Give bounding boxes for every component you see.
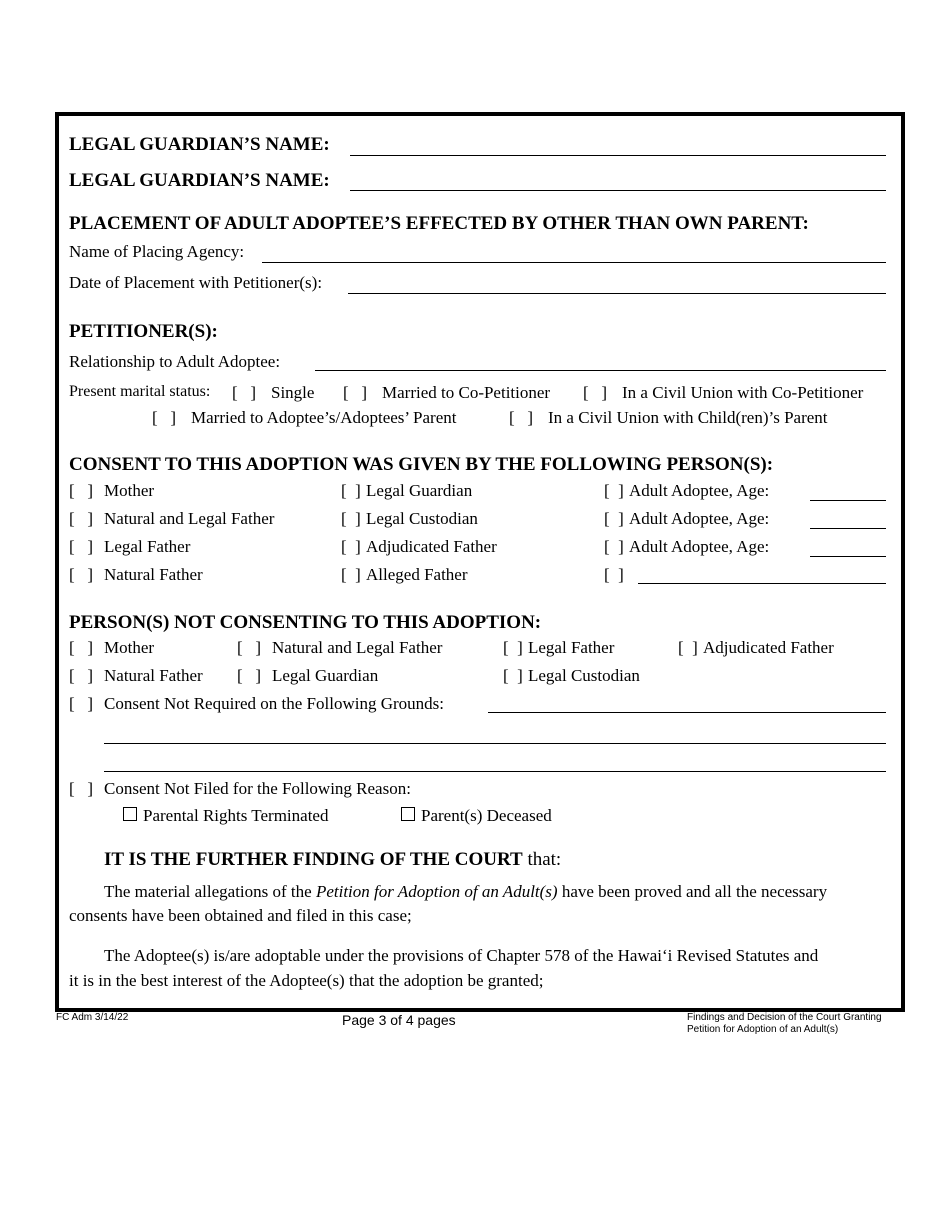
consent-mother-label: Mother — [104, 481, 155, 500]
findings-p1-end: have been proved and all the necessary — [561, 882, 828, 901]
marital-married-copetitioner-checkbox[interactable]: [ ] — [343, 383, 368, 402]
consent-not-filed-label: Consent Not Filed for the Following Reason: — [104, 779, 411, 798]
placing-agency-label: Name of Placing Agency: — [69, 242, 245, 261]
parents-deceased-checkbox[interactable] — [401, 807, 415, 821]
consent-alleged-father-checkbox[interactable]: [ ] — [341, 565, 361, 584]
form-title-line-2: Petition for Adoption of an Adult(s) — [687, 1024, 839, 1035]
consent-not-required-label: Consent Not Required on the Following Grounds: — [104, 694, 444, 713]
consent-natural-father-label: Natural Father — [104, 565, 203, 584]
findings-paragraph-2: The Adoptee(s) is/are adoptable under the provisions of Chapter 578 of the Hawai‘i Revised Statutes and — [104, 946, 819, 965]
petition-title: Petition for Adoption of an Adult(s) — [315, 882, 558, 901]
legal-guardian-field-1[interactable] — [350, 155, 886, 156]
consent-natural-legal-father-label: Natural and Legal Father — [104, 509, 275, 528]
not-consenting-natural-father-label: Natural Father — [104, 666, 203, 685]
placement-date-field[interactable] — [348, 293, 886, 294]
parental-rights-terminated-checkbox[interactable] — [123, 807, 137, 821]
not-consenting-natural-legal-father-checkbox[interactable]: [ ] — [237, 638, 262, 657]
marital-status-label: Present marital status: — [69, 383, 211, 400]
not-consenting-adjudicated-father-label: Adjudicated Father — [703, 638, 834, 657]
consent-legal-guardian-checkbox[interactable]: [ ] — [341, 481, 361, 500]
marital-civil-union-copetitioner-checkbox[interactable]: [ ] — [583, 383, 608, 402]
consent-adult-adoptee-checkbox[interactable]: [ ] — [604, 537, 624, 556]
findings-p1-start: The material allegations of the — [104, 882, 312, 901]
consent-adult-adoptee-age-field[interactable] — [810, 500, 886, 501]
findings-heading-bold: IT IS THE FURTHER FINDING OF THE COURT — [104, 849, 523, 870]
marital-single-checkbox[interactable]: [ ] — [232, 383, 257, 402]
consent-legal-guardian-label: Legal Guardian — [366, 481, 473, 500]
marital-civil-union-copetitioner-label: In a Civil Union with Co-Petitioner — [622, 383, 864, 402]
not-consenting-legal-custodian-label: Legal Custodian — [528, 666, 640, 685]
not-consenting-mother-checkbox[interactable]: [ ] — [69, 638, 94, 657]
consent-adult-adoptee-checkbox[interactable]: [ ] — [604, 481, 624, 500]
marital-civil-union-parent-label: In a Civil Union with Child(ren)’s Parent — [548, 408, 828, 427]
grounds-field-line-3[interactable] — [104, 771, 886, 772]
grounds-field-line-2[interactable] — [104, 743, 886, 744]
form-title-line-1: Findings and Decision of the Court Granting — [687, 1012, 882, 1023]
marital-married-copetitioner-label: Married to Co-Petitioner — [382, 383, 551, 402]
petitioners-heading: PETITIONER(S): — [69, 321, 218, 342]
marital-married-parent-label: Married to Adoptee’s/Adoptees’ Parent — [191, 408, 457, 427]
grounds-field-line-1[interactable] — [488, 712, 886, 713]
consent-adult-adoptee-label: Adult Adoptee, Age: — [629, 481, 770, 500]
consent-other-checkbox[interactable]: [ ] — [604, 565, 624, 584]
legal-guardian-label-1: LEGAL GUARDIAN’S NAME: — [69, 134, 330, 155]
marital-civil-union-parent-checkbox[interactable]: [ ] — [509, 408, 534, 427]
consent-not-required-checkbox[interactable]: [ ] — [69, 694, 94, 713]
consent-adult-adoptee-age-field[interactable] — [810, 528, 886, 529]
consent-heading: CONSENT TO THIS ADOPTION WAS GIVEN BY THE FOLLOWING PERSON(S): — [69, 454, 774, 475]
consent-adult-adoptee-label: Adult Adoptee, Age: — [629, 537, 770, 556]
consent-legal-custodian-label: Legal Custodian — [366, 509, 478, 528]
form-id: FC Adm 3/14/22 — [56, 1012, 129, 1023]
not-consenting-legal-guardian-checkbox[interactable]: [ ] — [237, 666, 262, 685]
consent-legal-father-checkbox[interactable]: [ ] — [69, 537, 94, 556]
relationship-field[interactable] — [315, 370, 886, 371]
consent-adjudicated-father-label: Adjudicated Father — [366, 537, 497, 556]
consent-adjudicated-father-checkbox[interactable]: [ ] — [341, 537, 361, 556]
not-consenting-adjudicated-father-checkbox[interactable]: [ ] — [678, 638, 698, 657]
legal-guardian-label-2: LEGAL GUARDIAN’S NAME: — [69, 170, 330, 191]
relationship-label: Relationship to Adult Adoptee: — [69, 352, 281, 371]
consent-legal-custodian-checkbox[interactable]: [ ] — [341, 509, 361, 528]
consent-natural-father-checkbox[interactable]: [ ] — [69, 565, 94, 584]
not-consenting-natural-legal-father-label: Natural and Legal Father — [272, 638, 443, 657]
consent-adult-adoptee-checkbox[interactable]: [ ] — [604, 509, 624, 528]
consent-alleged-father-label: Alleged Father — [366, 565, 468, 584]
placement-date-label: Date of Placement with Petitioner(s): — [69, 273, 323, 292]
parental-rights-terminated-label: Parental Rights Terminated — [143, 806, 329, 825]
consent-natural-legal-father-checkbox[interactable]: [ ] — [69, 509, 94, 528]
not-consenting-legal-custodian-checkbox[interactable]: [ ] — [503, 666, 523, 685]
not-consenting-legal-father-label: Legal Father — [528, 638, 615, 657]
not-consenting-legal-father-checkbox[interactable]: [ ] — [503, 638, 523, 657]
findings-paragraph-1 — [104, 882, 827, 902]
not-consenting-heading: PERSON(S) NOT CONSENTING TO THIS ADOPTION: — [69, 612, 542, 633]
consent-mother-checkbox[interactable]: [ ] — [69, 481, 94, 500]
page-number: Page 3 of 4 pages — [342, 1012, 456, 1028]
findings-heading — [104, 849, 561, 871]
consent-other-field[interactable] — [638, 583, 886, 584]
legal-guardian-field-2[interactable] — [350, 190, 886, 191]
consent-adult-adoptee-label: Adult Adoptee, Age: — [629, 509, 770, 528]
placement-heading: PLACEMENT OF ADULT ADOPTEE’S EFFECTED BY OTHER THAN OWN PARENT: — [69, 213, 809, 234]
marital-single-label: Single — [271, 383, 315, 402]
consent-not-filed-checkbox[interactable]: [ ] — [69, 779, 94, 798]
consent-legal-father-label: Legal Father — [104, 537, 191, 556]
placing-agency-field[interactable] — [262, 262, 886, 263]
findings-paragraph-1-line-2: consents have been obtained and filed in this case; — [69, 906, 412, 925]
consent-adult-adoptee-age-field[interactable] — [810, 556, 886, 557]
not-consenting-natural-father-checkbox[interactable]: [ ] — [69, 666, 94, 685]
findings-paragraph-2-line-2: it is in the best interest of the Adoptee(s) that the adoption be granted; — [69, 971, 544, 990]
not-consenting-mother-label: Mother — [104, 638, 155, 657]
findings-heading-suffix: that: — [527, 849, 562, 870]
parents-deceased-label: Parent(s) Deceased — [421, 806, 552, 825]
not-consenting-legal-guardian-label: Legal Guardian — [272, 666, 379, 685]
marital-married-parent-checkbox[interactable]: [ ] — [152, 408, 177, 427]
